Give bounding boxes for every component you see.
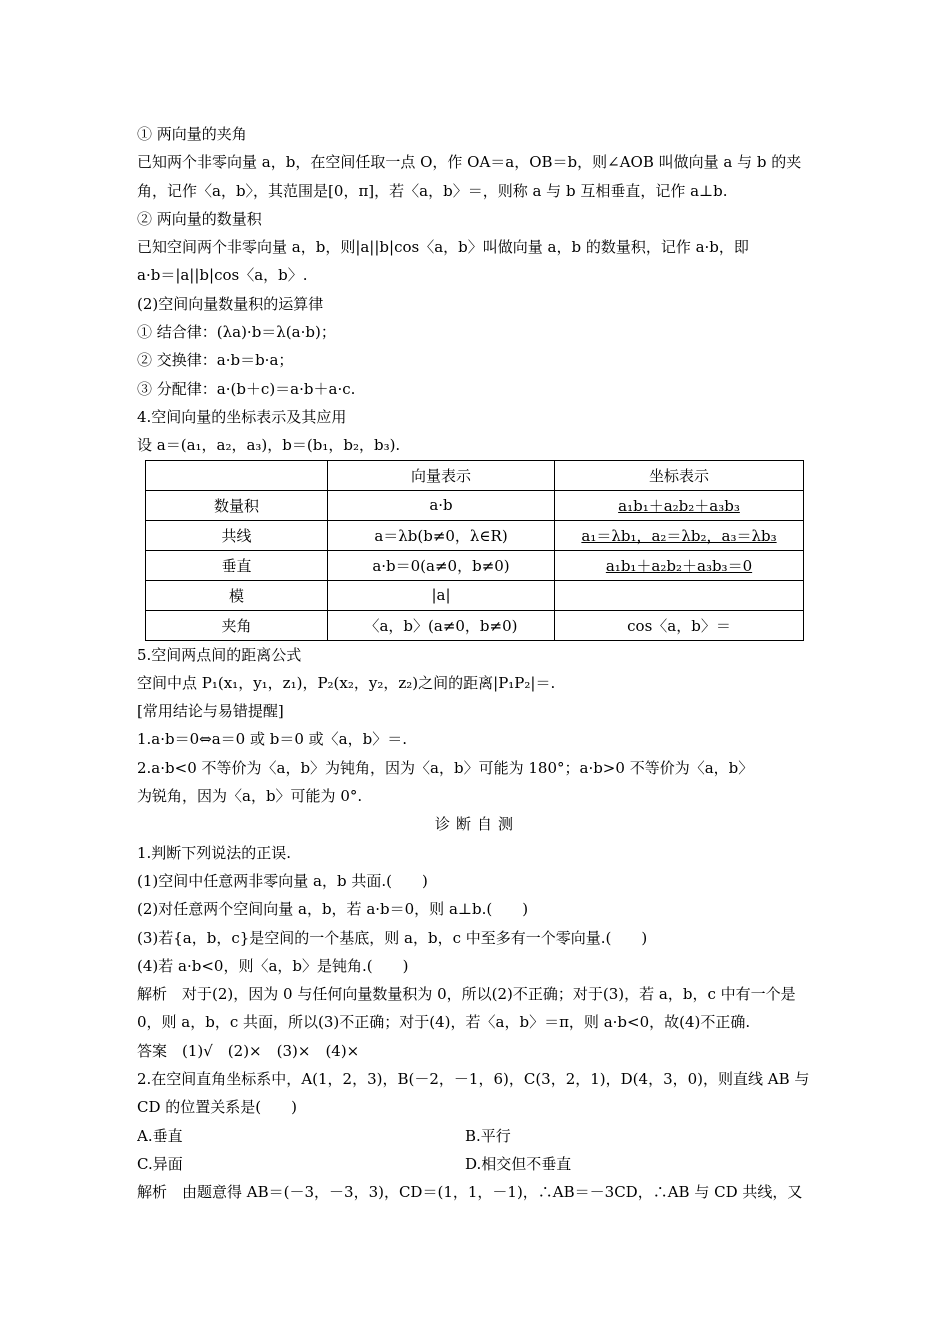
option-d: D.相交但不垂直 [465,1154,572,1173]
table-cell: |a| [328,580,555,610]
question-line: 1.判断下列说法的正误. [137,843,292,862]
text-line: 已知两个非零向量 a，b，在空间任取一点 O，作 OA＝a，OB＝b，则∠AOB 叫做向量 a 与 b 的夹 [137,153,802,172]
question-stem: 2.在空间直角坐标系中，A(1，2，3)，B(－2，－1，6)，C(3，2，1)，D(4，3，0)，则直线 AB 与 CD 的位置关系是( ) [137,1070,810,1117]
text-line: 设 a＝(a₁，a₂，a₃)，b＝(b₁，b₂，b₃). [137,436,401,455]
table-cell: 数量积 [146,490,328,520]
text-line: [常用结论与易错提醒] [137,702,284,721]
text-line: ③ 分配律：a·(b＋c)＝a·b＋a·c. [137,379,356,398]
table-cell [555,490,804,520]
text-line: ② 两向量的数量积 [137,209,262,228]
table-row [146,550,804,580]
underlined-answer: a₁＝λb₁，a₂＝λb₂，a₃＝λb₃ [581,526,777,545]
answer-line: 答案 (1)√ (2)× (3)× (4)× [137,1041,360,1060]
question-line: (2)对任意两个空间向量 a，b，若 a·b＝0，则 a⊥b.( ) [137,900,529,919]
text-line: ② 交换律：a·b＝b·a； [137,351,294,370]
analysis-line: 解析 由题意得 AB＝(－3，－3，3)，CD＝(1，1，－1)，∴AB＝－3CD，∴AB 与 CD 共线，又 [137,1183,803,1202]
option-b: B.平行 [465,1126,511,1145]
option-c: C.异面 [137,1154,183,1173]
question-line: (3)若{a，b，c}是空间的一个基底，则 a，b，c 中至多有一个零向量.( ) [137,928,648,947]
table-cell [555,520,804,550]
vector-table [145,460,804,641]
table-cell [555,550,804,580]
text-line: 1.a·b＝0⇔a＝0 或 b＝0 或〈a，b〉＝. [137,730,407,749]
table-cell: a＝λb(b≠0，λ∈R) [328,520,555,550]
text-line: 4.空间向量的坐标表示及其应用 [137,407,347,426]
table-row [146,490,804,520]
text-line: 角，记作〈a，b〉，其范围是[0，π]，若〈a，b〉＝，则称 a 与 b 互相垂直，记作 a⊥b. [137,181,728,200]
table-cell: 共线 [146,520,328,550]
text-line: 已知空间两个非零向量 a，b，则|a||b|cos〈a，b〉叫做向量 a，b 的数量积，记作 a·b，即 [137,238,749,257]
table-cell: a·b [328,490,555,520]
table-cell: 模 [146,580,328,610]
table-cell [555,580,804,610]
analysis-paragraph: 解析 对于(2)，因为 0 与任何向量数量积为 0，所以(2)不正确；对于(3)，若 a，b，c 中有一个是 0，则 a，b，c 共面，所以(3)不正确；对于(4)，若〈a，b〉＝π，则 a·b<0，故(4)不正确. [137,985,796,1032]
section-title: 诊断自测 [434,815,519,834]
options-row [137,1122,817,1150]
question-line: (4)若 a·b<0，则〈a，b〉是钝角.( ) [137,956,409,975]
options-row [137,1150,817,1178]
text-line: (2)空间向量数量积的运算律 [137,294,324,313]
table-header-cell: 向量表示 [328,460,555,490]
table-cell: cos〈a，b〉＝ [555,610,804,640]
text-line: 空间中点 P₁(x₁，y₁，z₁)，P₂(x₂，y₂，z₂)之间的距离|P₁P₂|＝. [137,673,556,692]
table-cell: 〈a，b〉(a≠0，b≠0) [328,610,555,640]
text-line: a·b＝|a||b|cos〈a，b〉. [137,266,308,285]
underlined-answer: a₁b₁＋a₂b₂＋a₃b₃ [618,496,740,515]
table-header-row [146,460,804,490]
table-header-cell [146,460,328,490]
table-row [146,610,804,640]
table-row [146,520,804,550]
text-line: 2.a·b<0 不等价为〈a，b〉为钝角，因为〈a，b〉可能为 180°；a·b>0 不等价为〈a，b〉 [137,758,754,777]
text-line: 5.空间两点间的距离公式 [137,645,302,664]
underlined-answer: a₁b₁＋a₂b₂＋a₃b₃＝0 [605,556,753,575]
text-line: 为锐角，因为〈a，b〉可能为 0°. [137,787,363,806]
question-line: (1)空间中任意两非零向量 a，b 共面.( ) [137,871,428,890]
table-row [146,580,804,610]
table-cell: 垂直 [146,550,328,580]
document-page [137,120,817,1207]
option-a: A.垂直 [137,1126,183,1145]
table-cell: 夹角 [146,610,328,640]
text-line: ① 结合律：(λa)·b＝λ(a·b)； [137,323,336,342]
table-header-cell: 坐标表示 [555,460,804,490]
text-line: ① 两向量的夹角 [137,125,247,143]
table-cell: a·b＝0(a≠0，b≠0) [328,550,555,580]
